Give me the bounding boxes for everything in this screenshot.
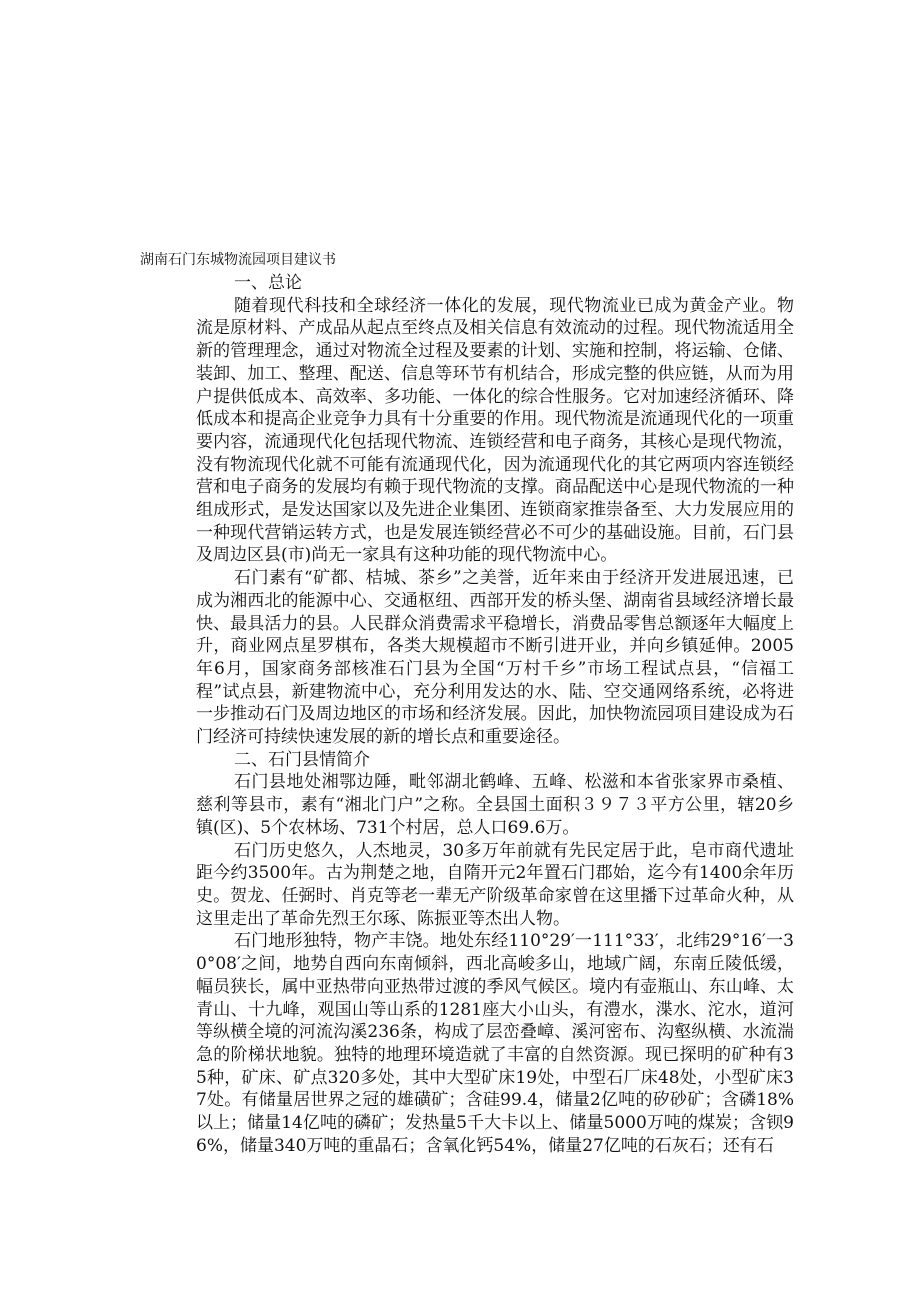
document-body: [196, 272, 794, 1157]
paragraph: 石门县地处湘鄂边陲，毗邻湖北鹤峰、五峰、松滋和本省张家界市桑植、慈利等县市，素有“湘北门户”之称。全县国土面积３９７３平方公里，辖20乡镇(区)、5个农林场、731个村居，总人口69.6万。: [196, 772, 794, 838]
section-heading-county-profile: 二、石门县情简介: [234, 749, 370, 770]
paragraph: 石门历史悠久，人杰地灵，30多万年前就有先民定居于此，皂市商代遗址距今约3500年。古为荆楚之地，自隋开元2年置石门郡始，迄今有1400余年历史。贺龙、任弼时、肖克等老一辈无产阶级革命家曾在这里播下过革命火种，从这里走出了革命先烈王尔琢、陈振亚等杰出人物。: [196, 840, 794, 929]
section-heading-overview: 一、总论: [234, 273, 302, 293]
paragraph: 随着现代科技和全球经济一体化的发展，现代物流业已成为黄金产业。物流是原材料、产成品从起点至终点及相关信息有效流动的过程。现代物流适用全新的管理理念，通过对物流全过程及要素的计划、实施和控制，将运输、仓储、装卸、加工、整理、配送、信息等环节有机结合，形成完整的供应链，从而为用户提供低成本、高效率、多功能、一体化的综合性服务。它对加速经济循环、降低成本和提高企业竞争力具有十分重要的作用。现代物流是流通现代化的一项重要内容，流通现代化包括现代物流、连锁经营和电子商务，其核心是现代物流，没有物流现代化就不可能有流通现代化，因为流通现代化的其它两项内容连锁经营和电子商务的发展均有赖于现代物流的支撑。商品配送中心是现代物流的一种组成形式，是发达国家以及先进企业集团、连锁商家推崇备至、大力发展应用的一种现代营销运转方式，也是发展连锁经营必不可少的基础设施。目前，石门县及周边区县(市)尚无一家具有这种功能的现代物流中心。: [196, 295, 794, 566]
paragraph: 石门素有“矿都、桔城、茶乡”之美誉，近年来由于经济开发进展迅速，已成为湘西北的能源中心、交通枢纽、西部开发的桥头堡、湖南省县域经济增长最快、最具活力的县。人民群众消费需求平稳增长，消费品零售总额逐年大幅度上升，商业网点星罗棋布，各类大规模超市不断引进开业，并向乡镇延伸。2005年6月，国家商务部核准石门县为全国“万村千乡”市场工程试点县，“信福工程”试点县，新建物流中心，充分利用发达的水、陆、空交通网络系统，必将进一步推动石门及周边地区的市场和经济发展。因此，加快物流园项目建设成为石门经济可持续快速发展的新的增长点和重要途径。: [196, 568, 794, 748]
paragraph: 石门地形独特，物产丰饶。地处东经110°29′一111°33′，北纬29°16′一30°08′之间，地势自西向东南倾斜，西北高峻多山，地域广阔，东南丘陵低缓，幅员狭长，属中亚热带向亚热带过渡的季风气候区。境内有壶瓶山、东山峰、太青山、十九峰，观国山等山系的1281座大小山头，有澧水，渫水、沱水，道河等纵横全境的河流沟溪236条，构成了层峦叠嶂、溪河密布、沟壑纵横、水流湍急的阶梯状地貌。独特的地理环境造就了丰富的自然资源。现已探明的矿种有35种，矿床、矿点320多处，其中大型矿床19处，中型石厂床48处，小型矿床37处。有储量居世界之冠的雄磺矿；含硅99.4，储量2亿吨的矽砂矿；含磷18%以上；储量14亿吨的磷矿；发热量5千大卡以上、储量5000万吨的煤炭；含钡96%，储量340万吨的重晶石；含氧化钙54%，储量27亿吨的石灰石；还有石: [196, 931, 794, 1156]
document-title: 湖南石门东城物流园项目建议书: [140, 252, 336, 268]
